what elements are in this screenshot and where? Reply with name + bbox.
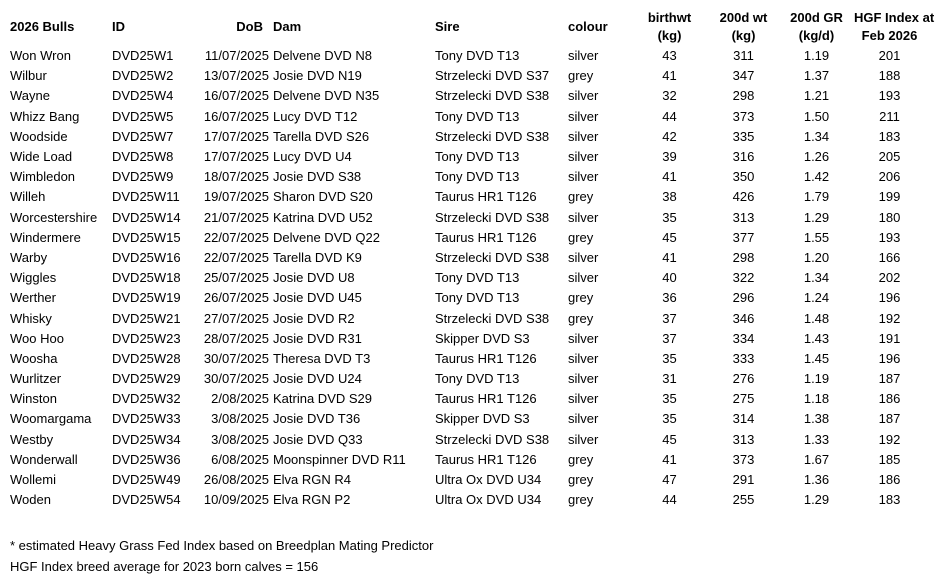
cell-birthwt: 42 xyxy=(662,128,677,144)
header-dob: DoB xyxy=(236,19,263,34)
cell-dam: Lucy DVD U4 xyxy=(273,149,352,165)
cell-id: DVD25W4 xyxy=(112,88,174,104)
table-row xyxy=(0,308,925,328)
cell-200d-gr: 1.19 xyxy=(803,48,830,64)
cell-hgf-index: 202 xyxy=(878,270,901,286)
cell-colour: silver xyxy=(568,431,599,447)
cell-id: DVD25W15 xyxy=(112,229,181,245)
cell-birthwt: 31 xyxy=(662,371,677,387)
header-200d-gr xyxy=(779,8,854,46)
table-row xyxy=(0,228,925,248)
cell-200d-wt: 334 xyxy=(732,330,755,346)
cell-200d-gr: 1.20 xyxy=(803,249,830,265)
cell-hgf-index: 211 xyxy=(879,108,900,124)
cell-id: DVD25W33 xyxy=(112,411,181,427)
cell-birthwt: 39 xyxy=(662,149,677,165)
cell-birthwt: 37 xyxy=(662,310,677,326)
cell-dam: Josie DVD U45 xyxy=(273,290,362,306)
cell-200d-wt: 316 xyxy=(732,149,755,165)
cell-id: DVD25W9 xyxy=(112,169,174,185)
cell-id: DVD25W54 xyxy=(112,492,181,508)
cell-name: Wurlitzer xyxy=(10,371,62,387)
cell-200d-gr: 1.29 xyxy=(803,209,830,225)
cell-dam: Katrina DVD U52 xyxy=(273,209,373,225)
breed-average-note: HGF Index breed average for 2023 born calves = 156 xyxy=(10,559,319,574)
cell-200d-gr: 1.45 xyxy=(803,350,830,366)
cell-colour: silver xyxy=(568,350,599,366)
table-row xyxy=(0,107,925,127)
cell-200d-gr: 1.24 xyxy=(803,290,830,306)
cell-hgf-index: 187 xyxy=(878,411,901,427)
cell-dam: Elva RGN P2 xyxy=(273,492,351,508)
cell-200d-wt: 373 xyxy=(732,451,755,467)
cell-id: DVD25W8 xyxy=(112,149,174,165)
cell-200d-wt: 291 xyxy=(732,472,755,488)
cell-200d-wt: 377 xyxy=(732,229,755,245)
header-200d-gr-label: 200d GR xyxy=(790,10,843,25)
cell-dam: Delvene DVD N35 xyxy=(273,88,380,104)
cell-200d-wt: 311 xyxy=(733,48,754,64)
cell-id: DVD25W34 xyxy=(112,431,181,447)
cell-200d-wt: 333 xyxy=(732,350,755,366)
cell-200d-wt: 275 xyxy=(732,391,755,407)
cell-birthwt: 41 xyxy=(662,68,677,84)
cell-id: DVD25W21 xyxy=(112,310,181,326)
cell-dob: 11/07/2025 xyxy=(204,48,269,64)
cell-hgf-index: 191 xyxy=(878,330,901,346)
cell-sire: Skipper DVD S3 xyxy=(435,330,530,346)
header-200d-gr-unit: (kg/d) xyxy=(798,28,835,43)
cell-dob: 16/07/2025 xyxy=(203,108,269,124)
cell-id: DVD25W49 xyxy=(112,472,181,488)
cell-birthwt: 45 xyxy=(662,229,677,245)
cell-id: DVD25W7 xyxy=(112,128,174,144)
cell-200d-gr: 1.79 xyxy=(803,189,830,205)
cell-200d-wt: 373 xyxy=(732,108,755,124)
cell-hgf-index: 186 xyxy=(878,472,901,488)
table-row xyxy=(0,66,925,86)
cell-hgf-index: 183 xyxy=(878,492,901,508)
cell-200d-wt: 350 xyxy=(732,169,755,185)
cell-colour: silver xyxy=(568,48,599,64)
cell-birthwt: 35 xyxy=(662,350,677,366)
cell-sire: Tony DVD T13 xyxy=(435,149,520,165)
cell-colour: silver xyxy=(568,209,599,225)
header-200d-wt-label: 200d wt xyxy=(719,10,768,25)
cell-name: Woomargama xyxy=(10,411,92,427)
cell-colour: silver xyxy=(568,371,599,387)
cell-dob: 16/07/2025 xyxy=(203,88,269,104)
cell-hgf-index: 193 xyxy=(878,88,901,104)
cell-200d-wt: 255 xyxy=(732,492,755,508)
notes xyxy=(10,535,433,577)
header-hgf-index xyxy=(854,8,935,46)
cell-dob: 30/07/2025 xyxy=(203,350,269,366)
cell-dob: 10/09/2025 xyxy=(203,492,269,508)
cell-id: DVD25W11 xyxy=(112,189,180,205)
header-birthwt xyxy=(631,8,708,46)
table-row xyxy=(0,470,925,490)
cell-name: Wilbur xyxy=(10,68,47,84)
cell-dob: 26/07/2025 xyxy=(203,290,269,306)
cell-name: Whisky xyxy=(10,310,52,326)
cell-birthwt: 36 xyxy=(662,290,677,306)
cell-hgf-index: 186 xyxy=(878,391,901,407)
cell-dam: Katrina DVD S29 xyxy=(273,391,372,407)
cell-birthwt: 47 xyxy=(662,472,677,488)
cell-dam: Delvene DVD Q22 xyxy=(273,229,380,245)
cell-sire: Strzelecki DVD S38 xyxy=(435,310,550,326)
cell-dob: 3/08/2025 xyxy=(211,411,269,427)
table-row xyxy=(0,369,925,389)
cell-hgf-index: 196 xyxy=(878,290,901,306)
cell-dam: Tarella DVD K9 xyxy=(273,249,362,265)
cell-colour: grey xyxy=(568,310,594,326)
cell-name: Whizz Bang xyxy=(10,108,80,124)
table-row xyxy=(0,167,925,187)
table-row xyxy=(0,208,925,228)
header-dam: Dam xyxy=(273,19,302,34)
table-row xyxy=(0,248,925,268)
table-row xyxy=(0,147,925,167)
cell-id: DVD25W14 xyxy=(112,209,181,225)
cell-200d-gr: 1.36 xyxy=(803,472,830,488)
cell-birthwt: 41 xyxy=(662,451,677,467)
cell-colour: grey xyxy=(568,68,594,84)
cell-dob: 28/07/2025 xyxy=(203,330,269,346)
cell-name: Wide Load xyxy=(10,149,73,165)
cell-name: Woosha xyxy=(10,350,58,366)
cell-name: Wollemi xyxy=(10,472,56,488)
cell-200d-wt: 347 xyxy=(732,68,755,84)
table-row xyxy=(0,86,925,106)
cell-dob: 30/07/2025 xyxy=(203,371,269,387)
cell-sire: Tony DVD T13 xyxy=(435,290,520,306)
header-birthwt-label: birthwt xyxy=(647,10,692,25)
cell-200d-wt: 335 xyxy=(732,128,755,144)
cell-sire: Taurus HR1 T126 xyxy=(435,391,537,407)
cell-birthwt: 35 xyxy=(662,209,677,225)
cell-sire: Strzelecki DVD S38 xyxy=(435,249,550,265)
cell-hgf-index: 206 xyxy=(878,169,901,185)
cell-sire: Taurus HR1 T126 xyxy=(435,229,537,245)
cell-name: Worcestershire xyxy=(10,209,98,225)
cell-hgf-index: 193 xyxy=(878,229,901,245)
cell-sire: Taurus HR1 T126 xyxy=(435,451,537,467)
cell-200d-wt: 313 xyxy=(732,209,755,225)
cell-200d-gr: 1.19 xyxy=(803,371,830,387)
cell-200d-gr: 1.21 xyxy=(803,88,830,104)
cell-sire: Taurus HR1 T126 xyxy=(435,350,537,366)
cell-birthwt: 44 xyxy=(662,108,677,124)
cell-200d-wt: 276 xyxy=(732,371,755,387)
cell-hgf-index: 166 xyxy=(878,249,901,265)
cell-dam: Josie DVD U24 xyxy=(273,371,362,387)
cell-dam: Theresa DVD T3 xyxy=(273,350,371,366)
cell-200d-gr: 1.26 xyxy=(803,149,830,165)
cell-sire: Skipper DVD S3 xyxy=(435,411,530,427)
cell-colour: silver xyxy=(568,270,599,286)
cell-sire: Strzelecki DVD S38 xyxy=(435,128,550,144)
cell-name: Wonderwall xyxy=(10,451,78,467)
cell-200d-wt: 298 xyxy=(732,249,755,265)
cell-name: Woden xyxy=(10,492,51,508)
cell-colour: grey xyxy=(568,492,594,508)
cell-colour: silver xyxy=(568,88,599,104)
cell-colour: silver xyxy=(568,391,599,407)
cell-sire: Strzelecki DVD S38 xyxy=(435,431,550,447)
header-hgf-sub: Feb 2026 xyxy=(861,28,918,43)
cell-colour: grey xyxy=(568,451,594,467)
cell-200d-wt: 296 xyxy=(732,290,755,306)
cell-hgf-index: 183 xyxy=(878,128,901,144)
cell-hgf-index: 185 xyxy=(878,451,901,467)
cell-colour: silver xyxy=(568,330,599,346)
cell-hgf-index: 192 xyxy=(878,310,901,326)
cell-200d-gr: 1.33 xyxy=(803,431,830,447)
cell-id: DVD25W16 xyxy=(112,249,181,265)
cell-sire: Tony DVD T13 xyxy=(435,108,520,124)
cell-colour: silver xyxy=(568,149,599,165)
cell-id: DVD25W32 xyxy=(112,391,181,407)
cell-dob: 3/08/2025 xyxy=(211,431,269,447)
table-row xyxy=(0,450,925,470)
cell-hgf-index: 196 xyxy=(878,350,901,366)
cell-colour: grey xyxy=(568,229,594,245)
cell-colour: silver xyxy=(568,411,599,427)
cell-dam: Tarella DVD S26 xyxy=(273,128,370,144)
cell-dam: Josie DVD U8 xyxy=(273,270,355,286)
cell-sire: Strzelecki DVD S38 xyxy=(435,88,550,104)
table-row xyxy=(0,409,925,429)
cell-dob: 6/08/2025 xyxy=(211,451,269,467)
cell-name: Warby xyxy=(10,249,48,265)
cell-birthwt: 32 xyxy=(662,88,677,104)
cell-hgf-index: 188 xyxy=(878,68,901,84)
cell-dob: 26/08/2025 xyxy=(203,472,269,488)
table-row xyxy=(0,349,925,369)
cell-200d-gr: 1.38 xyxy=(803,411,830,427)
header-birthwt-unit: (kg) xyxy=(657,28,682,43)
cell-dam: Josie DVD S38 xyxy=(273,169,362,185)
cell-dob: 22/07/2025 xyxy=(203,249,269,265)
cell-hgf-index: 192 xyxy=(878,431,901,447)
cell-dob: 17/07/2025 xyxy=(203,149,269,165)
cell-dam: Moonspinner DVD R11 xyxy=(273,451,406,467)
cell-id: DVD25W2 xyxy=(112,68,174,84)
cell-sire: Tony DVD T13 xyxy=(435,48,520,64)
table-row xyxy=(0,490,925,510)
table-row xyxy=(0,389,925,409)
cell-id: DVD25W23 xyxy=(112,330,181,346)
cell-200d-gr: 1.67 xyxy=(803,451,830,467)
cell-200d-gr: 1.37 xyxy=(803,68,830,84)
header-200d-wt xyxy=(708,8,779,46)
cell-200d-wt: 313 xyxy=(732,431,755,447)
cell-birthwt: 40 xyxy=(662,270,677,286)
cell-birthwt: 38 xyxy=(662,189,677,205)
cell-200d-wt: 298 xyxy=(732,88,755,104)
cell-200d-gr: 1.48 xyxy=(803,310,830,326)
cell-200d-gr: 1.29 xyxy=(803,492,830,508)
table-row xyxy=(0,127,925,147)
cell-birthwt: 43 xyxy=(662,48,677,64)
cell-hgf-index: 187 xyxy=(878,371,901,387)
cell-200d-gr: 1.55 xyxy=(803,229,830,245)
cell-dob: 25/07/2025 xyxy=(203,270,269,286)
cell-hgf-index: 199 xyxy=(878,189,901,205)
cell-birthwt: 35 xyxy=(662,391,677,407)
cell-birthwt: 41 xyxy=(662,249,677,265)
header-id: ID xyxy=(112,19,125,34)
cell-dob: 18/07/2025 xyxy=(203,169,269,185)
cell-dam: Elva RGN R4 xyxy=(273,472,352,488)
cell-200d-gr: 1.50 xyxy=(803,108,830,124)
cell-id: DVD25W19 xyxy=(112,290,181,306)
cell-sire: Ultra Ox DVD U34 xyxy=(435,492,542,508)
cell-200d-gr: 1.34 xyxy=(803,270,830,286)
cell-200d-gr: 1.34 xyxy=(803,128,830,144)
cell-dob: 2/08/2025 xyxy=(211,391,269,407)
cell-colour: silver xyxy=(568,108,599,124)
cell-name: Woo Hoo xyxy=(10,330,64,346)
cell-200d-gr: 1.43 xyxy=(803,330,830,346)
cell-dob: 21/07/2025 xyxy=(203,209,269,225)
cell-colour: grey xyxy=(568,472,594,488)
cell-dob: 13/07/2025 xyxy=(203,68,269,84)
cell-sire: Tony DVD T13 xyxy=(435,169,520,185)
table-row xyxy=(0,430,925,450)
header-200d-wt-unit: (kg) xyxy=(731,28,756,43)
cell-birthwt: 37 xyxy=(662,330,677,346)
cell-dob: 17/07/2025 xyxy=(203,128,269,144)
cell-name: Werther xyxy=(10,290,56,306)
cell-dam: Josie DVD Q33 xyxy=(273,431,363,447)
cell-name: Willeh xyxy=(10,189,46,205)
bulls-table xyxy=(0,8,935,510)
cell-200d-wt: 322 xyxy=(732,270,755,286)
cell-200d-wt: 314 xyxy=(732,411,755,427)
cell-colour: silver xyxy=(568,128,599,144)
cell-name: Windermere xyxy=(10,229,81,245)
cell-name: Woodside xyxy=(10,128,68,144)
cell-birthwt: 45 xyxy=(662,431,677,447)
cell-id: DVD25W28 xyxy=(112,350,181,366)
cell-name: Winston xyxy=(10,391,57,407)
table-row xyxy=(0,288,925,308)
cell-name: Wiggles xyxy=(10,270,57,286)
cell-sire: Ultra Ox DVD U34 xyxy=(435,472,542,488)
cell-200d-wt: 346 xyxy=(732,310,755,326)
cell-dam: Sharon DVD S20 xyxy=(273,189,373,205)
cell-hgf-index: 205 xyxy=(878,149,901,165)
cell-sire: Tony DVD T13 xyxy=(435,371,520,387)
cell-id: DVD25W1 xyxy=(112,48,174,64)
table-row xyxy=(0,329,925,349)
cell-sire: Strzelecki DVD S37 xyxy=(435,68,550,84)
table-row xyxy=(0,187,925,207)
cell-name: Wimbledon xyxy=(10,169,76,185)
header-colour: colour xyxy=(568,19,608,34)
cell-dam: Josie DVD R2 xyxy=(273,310,355,326)
cell-sire: Taurus HR1 T126 xyxy=(435,189,537,205)
header-sire: Sire xyxy=(435,19,460,34)
cell-200d-wt: 426 xyxy=(732,189,755,205)
cell-colour: silver xyxy=(568,169,599,185)
cell-dam: Josie DVD N19 xyxy=(273,68,362,84)
cell-birthwt: 35 xyxy=(662,411,677,427)
cell-200d-gr: 1.42 xyxy=(803,169,830,185)
cell-name: Won Wron xyxy=(10,48,71,64)
table-row xyxy=(0,268,925,288)
cell-name: Westby xyxy=(10,431,54,447)
cell-200d-gr: 1.18 xyxy=(803,391,830,407)
bulls-table-body xyxy=(0,46,925,510)
footnote: * estimated Heavy Grass Fed Index based on Breedplan Mating Predictor xyxy=(10,538,434,553)
cell-sire: Tony DVD T13 xyxy=(435,270,520,286)
cell-id: DVD25W36 xyxy=(112,451,181,467)
cell-colour: silver xyxy=(568,249,599,265)
cell-dam: Josie DVD T36 xyxy=(273,411,361,427)
cell-dam: Lucy DVD T12 xyxy=(273,108,358,124)
cell-dob: 19/07/2025 xyxy=(203,189,269,205)
cell-colour: grey xyxy=(568,189,594,205)
cell-id: DVD25W5 xyxy=(112,108,174,124)
cell-birthwt: 41 xyxy=(662,169,677,185)
cell-name: Wayne xyxy=(10,88,50,104)
cell-hgf-index: 201 xyxy=(878,48,901,64)
cell-birthwt: 44 xyxy=(662,492,677,508)
header-row xyxy=(0,8,925,46)
cell-dam: Josie DVD R31 xyxy=(273,330,362,346)
cell-dob: 27/07/2025 xyxy=(203,310,269,326)
cell-hgf-index: 180 xyxy=(878,209,901,225)
cell-id: DVD25W29 xyxy=(112,371,181,387)
cell-dob: 22/07/2025 xyxy=(203,229,269,245)
header-name: 2026 Bulls xyxy=(10,19,75,34)
cell-id: DVD25W18 xyxy=(112,270,181,286)
cell-dam: Delvene DVD N8 xyxy=(273,48,372,64)
table-row xyxy=(0,46,925,66)
cell-sire: Strzelecki DVD S38 xyxy=(435,209,550,225)
header-hgf-label: HGF Index at xyxy=(854,10,935,25)
cell-colour: grey xyxy=(568,290,594,306)
